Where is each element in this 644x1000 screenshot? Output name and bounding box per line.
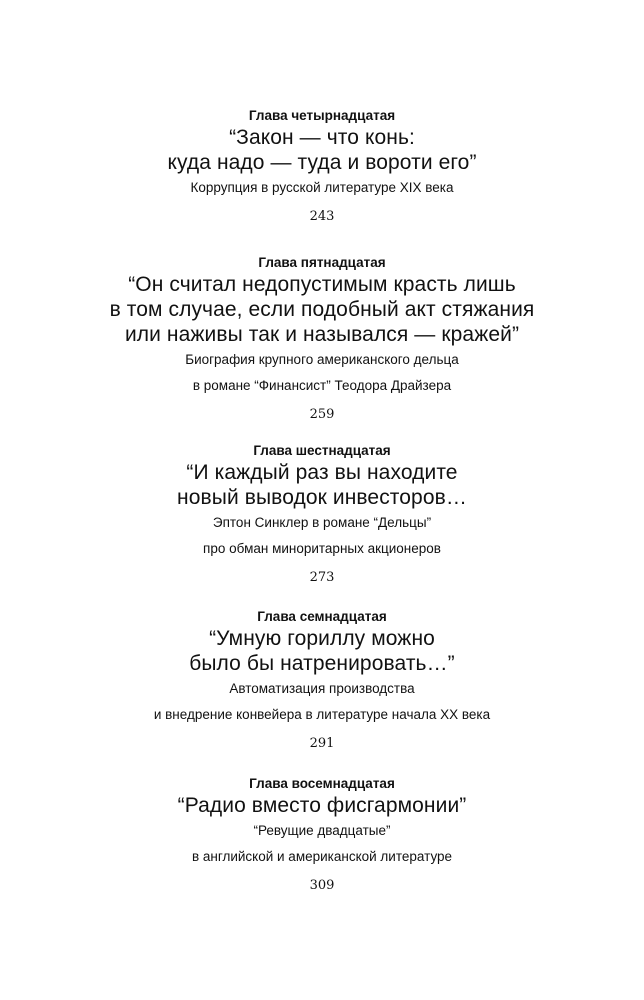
chapter-title-line: или наживы так и назывался — кражей”	[124, 323, 520, 346]
chapter-subtitle-line: Эптон Синклер в романе “Дельцы”	[212, 515, 432, 530]
chapter-subtitle	[0, 347, 644, 399]
chapter-title-line: “Радио вместо фисгармонии”	[177, 794, 467, 817]
chapter-title-line: было бы натренировать…”	[189, 652, 455, 675]
chapter-title	[0, 125, 644, 175]
chapter-subtitle-line: и внедрение конвейера в литературе начала XX века	[153, 707, 491, 722]
chapter-page-number: 309	[309, 878, 335, 893]
toc-entry-chapter-14[interactable]	[0, 107, 644, 226]
chapter-subtitle-line: Автоматизация производства	[229, 681, 415, 696]
chapter-page-number: 291	[309, 736, 335, 751]
chapter-label: Глава семнадцатая	[257, 609, 387, 624]
chapter-label: Глава четырнадцатая	[248, 108, 396, 123]
chapter-label: Глава пятнадцатая	[258, 255, 386, 270]
chapter-page-number: 273	[309, 570, 335, 585]
chapter-subtitle-line: про обман миноритарных акционеров	[203, 541, 441, 556]
chapter-label: Глава восемнадцатая	[249, 776, 395, 791]
chapter-subtitle	[0, 175, 644, 201]
chapter-title-line: в том случае, если подобный акт стяжания	[109, 298, 535, 321]
toc-entry-chapter-17[interactable]	[0, 608, 644, 753]
chapter-subtitle-line: “Ревущие двадцатые”	[253, 823, 391, 838]
chapter-title-line: “Он считал недопустимым красть лишь	[128, 273, 516, 296]
chapter-title	[0, 272, 644, 347]
chapter-subtitle	[0, 676, 644, 728]
chapter-subtitle	[0, 818, 644, 870]
chapter-page-number: 243	[309, 209, 335, 224]
chapter-title-line: новый выводок инвесторов…	[177, 486, 467, 509]
chapter-subtitle-line: в английской и американской литературе	[191, 849, 453, 864]
toc-entry-chapter-18[interactable]	[0, 775, 644, 895]
chapter-title	[0, 626, 644, 676]
chapter-subtitle-line: Коррупция в русской литературе XIX века	[190, 180, 454, 195]
toc-entry-chapter-15[interactable]	[0, 254, 644, 424]
chapter-title-line: “Закон — что конь:	[229, 126, 415, 149]
chapter-title-line: “Умную гориллу можно	[209, 627, 435, 650]
chapter-title	[0, 460, 644, 510]
chapter-subtitle	[0, 510, 644, 562]
chapter-title	[0, 793, 644, 818]
chapter-page-number: 259	[309, 407, 335, 422]
chapter-title-line: “И каждый раз вы находите	[186, 461, 458, 484]
chapter-subtitle-line: в романе “Финансист” Теодора Драйзера	[192, 378, 452, 393]
chapter-label: Глава шестнадцатая	[253, 443, 391, 458]
toc-entry-chapter-16[interactable]	[0, 442, 644, 587]
chapter-subtitle-line: Биография крупного американского дельца	[185, 352, 459, 367]
chapter-title-line: куда надо — туда и вороти его”	[167, 151, 477, 174]
